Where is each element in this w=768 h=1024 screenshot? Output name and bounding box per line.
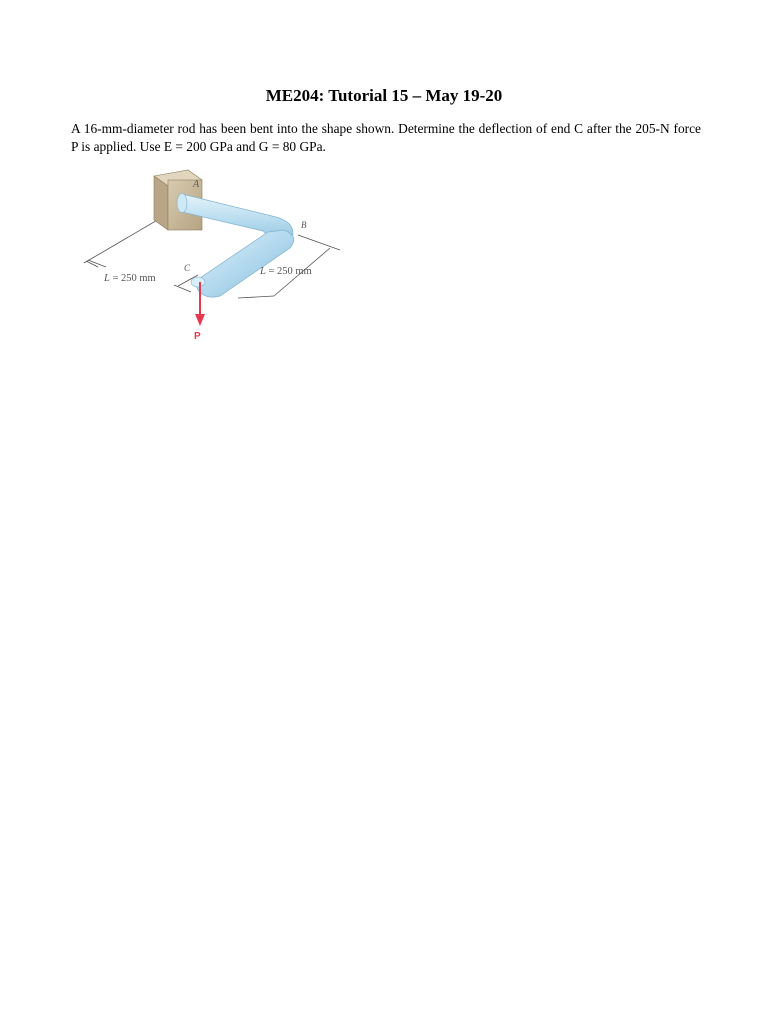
dimension-label-bc: L = 250 mm — [260, 266, 312, 277]
label-b: B — [301, 220, 307, 230]
label-p: P — [194, 331, 201, 342]
rod-segment-bc — [191, 230, 294, 297]
label-c: C — [184, 263, 191, 273]
label-a: A — [193, 179, 200, 190]
problem-statement: A 16-mm-diameter rod has been bent into the shape shown. Determine the deflection of end C after the 205-N force P is applied. Use E = 200 GPa and G = 80 GPa. — [71, 121, 701, 154]
rod-figure — [78, 168, 348, 348]
dimension-label-ab: L = 250 mm — [104, 273, 156, 284]
page-title: ME204: Tutorial 15 – May 19-20 — [265, 86, 503, 105]
rod-diagram — [78, 168, 348, 348]
